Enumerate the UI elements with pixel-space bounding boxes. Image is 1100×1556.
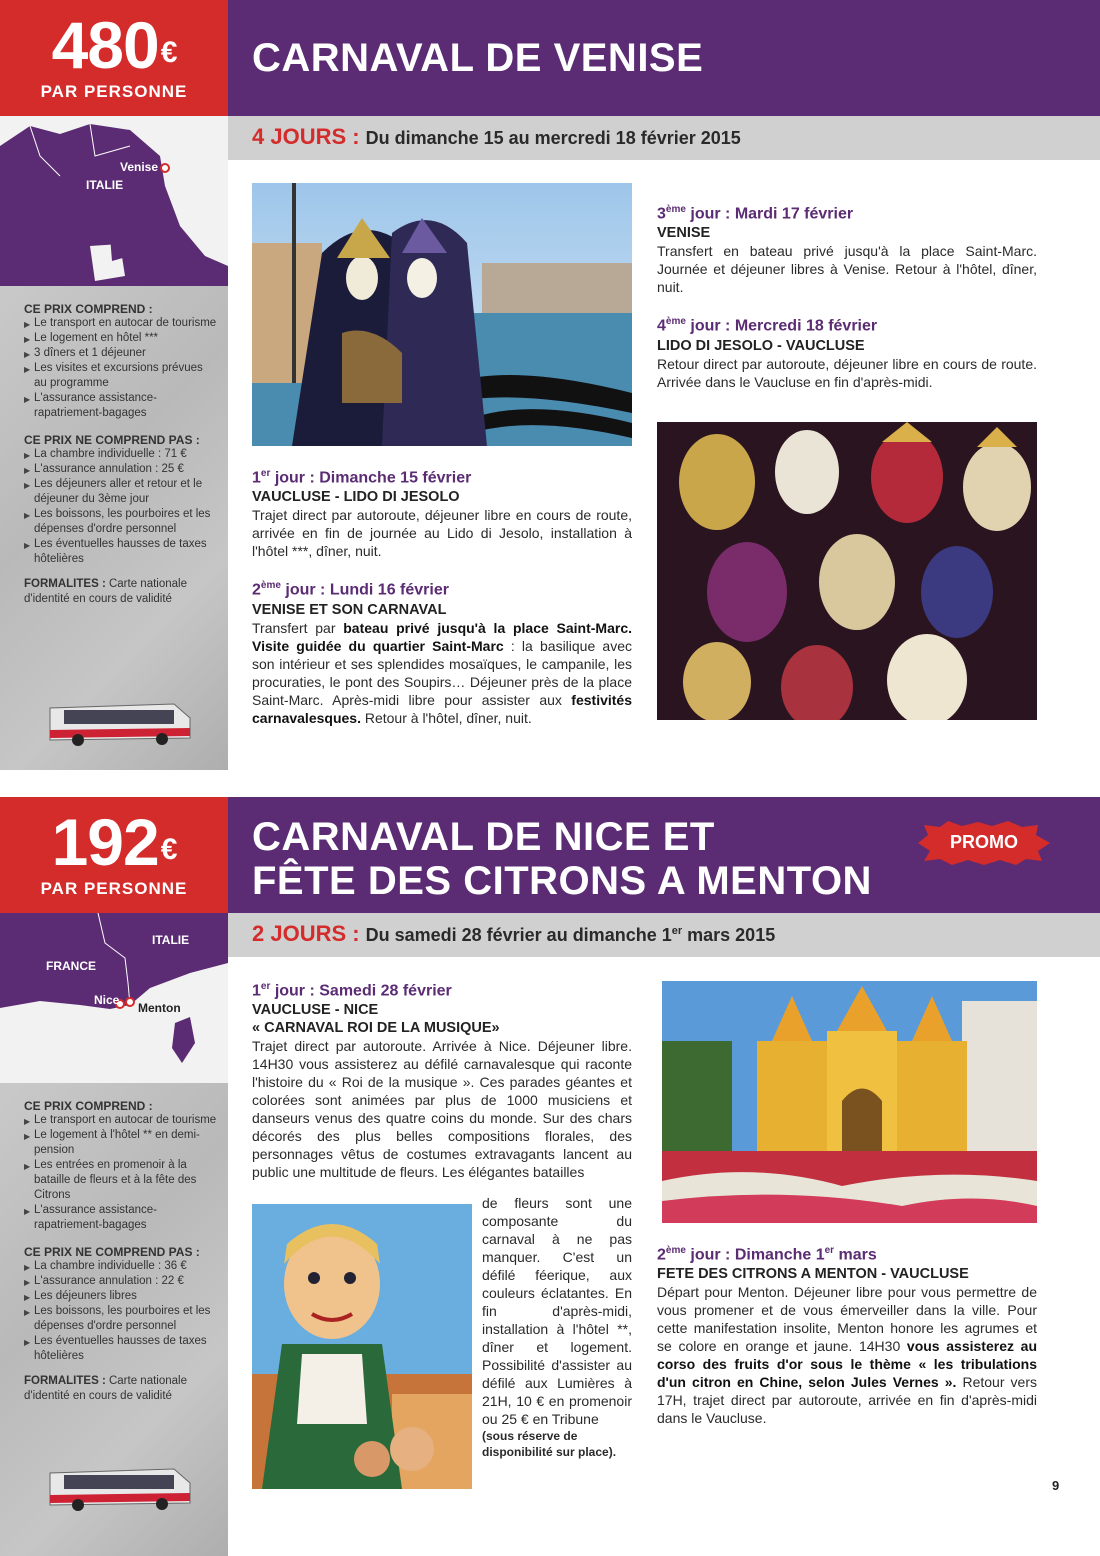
day-text: Trajet direct par autoroute, déjeuner libre en cours de route, arrivée en fin de journée au Lido di Jesolo, installation à l'hôtel ***, dîner, nuit. (252, 507, 632, 560)
photo-fete-citrons (662, 981, 1037, 1223)
map-graphic (0, 116, 228, 286)
excludes-title: CE PRIX NE COMPREND PAS : (24, 433, 200, 447)
list-item: ▶ Le logement en hôtel *** (24, 331, 218, 346)
day-1 (252, 464, 632, 560)
list-item: ▶ La chambre individuelle : 71 € (24, 447, 218, 462)
availability-note: (sous réserve de disponibilité sur place). (482, 1429, 617, 1459)
day-route: VENISE ET SON CARNAVAL (252, 601, 447, 618)
price-box (0, 0, 228, 116)
day-title: 1er jour : Dimanche 15 février (252, 468, 472, 487)
photo-venise-masques (252, 183, 632, 446)
day-1-continued (482, 1194, 632, 1460)
trip-nice-menton (0, 797, 1100, 1556)
photo-masques-venitiens (657, 422, 1037, 720)
day-title: 1er jour : Samedi 28 février (252, 981, 452, 1000)
price-box (0, 797, 228, 913)
trip-venise (0, 0, 1100, 770)
day-4 (657, 312, 1037, 390)
day-route-theme: « CARNAVAL ROI DE LA MUSIQUE» (252, 1020, 500, 1037)
price-amount: 480€ (51, 8, 177, 82)
excludes-title: CE PRIX NE COMPREND PAS : (24, 1245, 200, 1259)
trip-title-line-1: CARNAVAL DE NICE ET (252, 815, 715, 859)
promo-label: PROMO (949, 832, 1018, 852)
day-text: Transfert par bateau privé jusqu'à la place Saint-Marc. Visite guidée du quartier Saint-Marc : la basilique avec son intérieur et ses splendides mosaïques, le campanile, les procuraties, le pont des Soupirs… Déjeuner près de la place Saint-Marc. Après-midi libre pour assister aux festivités carnavalesques. Retour à l'hôtel, dîner, nuit. (252, 619, 632, 726)
day-route: VENISE (657, 225, 711, 242)
includes-list (24, 1113, 218, 1233)
map-label-menton: Menton (138, 1001, 181, 1015)
list-item: ▶ L'assurance annulation : 22 € (24, 1274, 218, 1289)
day-title: 2ème jour : Dimanche 1er mars (657, 1245, 877, 1264)
title-bar (228, 0, 1100, 116)
sidebar-info (0, 286, 228, 770)
map-italy (0, 116, 228, 286)
bus-icon (44, 698, 194, 750)
list-item: ▶ Les visites et excursions prévues au programme (24, 361, 218, 391)
day-column-right (657, 200, 1037, 407)
day-text: Transfert en bateau privé jusqu'à la place Saint-Marc. Journée et déjeuner libres à Venise. Retour à l'hôtel, dîner, nuit. (657, 243, 1037, 296)
list-item: ▶ Les boissons, les pourboires et les dépenses d'ordre personnel (24, 507, 218, 537)
day-route: FETE DES CITRONS A MENTON - VAUCLUSE (657, 1266, 969, 1283)
includes-list (24, 316, 218, 421)
map-label-venise: Venise (120, 160, 159, 174)
map-france-italy (0, 913, 228, 1083)
map-label-nice: Nice (94, 993, 120, 1007)
day-text: Départ pour Menton. Déjeuner libre pour vous permettre de vous promener et de vous émerveiller dans la ville. Pour cette manifestation insolite, Menton honore les agrumes et se colore en orange et jaune. 14H30 vous assisterez au corso des fruits d'or sous le thème « les tribulations d'un citron en Chine, selon Jules Vernes ». Retour vers 17H, trajet direct par autoroute, arrivée en fin d'après-midi dans le Vaucluse. (657, 1284, 1038, 1427)
day-route: VAUCLUSE - LIDO DI JESOLO (252, 489, 460, 506)
duration: 4 JOURS : (252, 124, 360, 149)
list-item: ▶ L'assurance annulation : 25 € (24, 462, 218, 477)
day-column-left (252, 977, 632, 1181)
list-item: ▶ Le transport en autocar de tourisme (24, 1113, 218, 1128)
title-bar (228, 797, 1100, 913)
promo-badge (918, 821, 1050, 865)
list-item: ▶ Le logement à l'hôtel ** en demi-pension (24, 1128, 218, 1158)
list-item: ▶ L'assurance assistance-rapatriement-bagages (24, 391, 218, 421)
sidebar-info (0, 1083, 228, 1556)
day-text: Trajet direct par autoroute. Arrivée à Nice. Déjeuner libre. 14H30 vous assisterez au défilé carnavalesque qui raconte l'histoire du « Roi de la musique ». Ces parades géantes et colorées sont animées par plus de 1000 musiciens et danseurs venus des quatre coins du monde. Sur des chars décorés des plus belles compositions florales, des personnages vêtus de costumes extravagants lancent au public une multitude de fleurs. Les élégantes batailles (252, 1038, 632, 1181)
day-text: Retour direct par autoroute, déjeuner libre en cours de route. Arrivée dans le Vaucluse en fin d'après-midi. (657, 355, 1037, 390)
dates: Du samedi 28 février au dimanche 1er mars 2015 (365, 925, 776, 945)
formalities: FORMALITES : Carte nationale d'identité en cours de validité (24, 578, 187, 605)
day-3 (657, 200, 1037, 296)
includes-title: CE PRIX COMPREND : (24, 302, 153, 316)
list-item: ▶ Les déjeuners libres (24, 1289, 218, 1304)
list-item: ▶ Les entrées en promenoir à la bataille de fleurs et à la fête des Citrons (24, 1158, 218, 1203)
day-title: 3ème jour : Mardi 17 février (657, 204, 854, 223)
excludes-list (24, 447, 218, 567)
day-column-right (657, 1241, 1037, 1427)
date-bar (228, 913, 1100, 957)
day-title: 2ème jour : Lundi 16 février (252, 580, 449, 599)
list-item: ▶ La chambre individuelle : 36 € (24, 1259, 218, 1274)
map-label-france: FRANCE (46, 959, 96, 973)
bus-icon (44, 1463, 194, 1515)
day-route: LIDO DI JESOLO - VAUCLUSE (657, 337, 865, 354)
day-2 (252, 576, 632, 726)
map-label-italie: ITALIE (86, 178, 124, 192)
page-number: 9 (1052, 1478, 1060, 1493)
photo-carnaval-nice (252, 1204, 472, 1489)
list-item: ▶ 3 dîners et 1 déjeuner (24, 346, 218, 361)
duration: 2 JOURS : (252, 921, 360, 946)
formalities: FORMALITES : Carte nationale d'identité en cours de validité (24, 1375, 187, 1402)
includes-title: CE PRIX COMPREND : (24, 1099, 153, 1113)
trip-title-line-2: FÊTE DES CITRONS A MENTON (252, 859, 872, 903)
list-item: ▶ L'assurance assistance-rapatriement-bagages (24, 1203, 218, 1233)
price-label: PAR PERSONNE (40, 82, 188, 101)
price-amount: 192€ (51, 805, 177, 879)
day-text: de fleurs sont une composante du carnaval à ne pas manquer. C'est un défilé féerique, aux couleurs éclatantes. En fin d'après-midi, installation à l'hôtel **, dîner et logement. Possibilité d'assister au défilé aux Lumières à 21H, 10 € en promenoir ou 25 € en Tribune (482, 1195, 632, 1427)
list-item: ▶ Le transport en autocar de tourisme (24, 316, 218, 331)
date-bar (228, 116, 1100, 160)
list-item: ▶ Les éventuelles hausses de taxes hôtelières (24, 1334, 218, 1364)
day-column-left (252, 464, 632, 743)
map-label-italie: ITALIE (152, 933, 190, 947)
dates: Du dimanche 15 au mercredi 18 février 2015 (365, 128, 741, 148)
trip-title: CARNAVAL DE VENISE (252, 36, 704, 80)
excludes-list (24, 1259, 218, 1364)
list-item: ▶ Les déjeuners aller et retour et le déjeuner du 3ème jour (24, 477, 218, 507)
list-item: ▶ Les boissons, les pourboires et les dépenses d'ordre personnel (24, 1304, 218, 1334)
price-label: PAR PERSONNE (40, 879, 188, 898)
day-title: 4ème jour : Mercredi 18 février (657, 316, 878, 335)
day-route: VAUCLUSE - NICE (252, 1002, 379, 1019)
list-item: ▶ Les éventuelles hausses de taxes hôtelières (24, 537, 218, 567)
